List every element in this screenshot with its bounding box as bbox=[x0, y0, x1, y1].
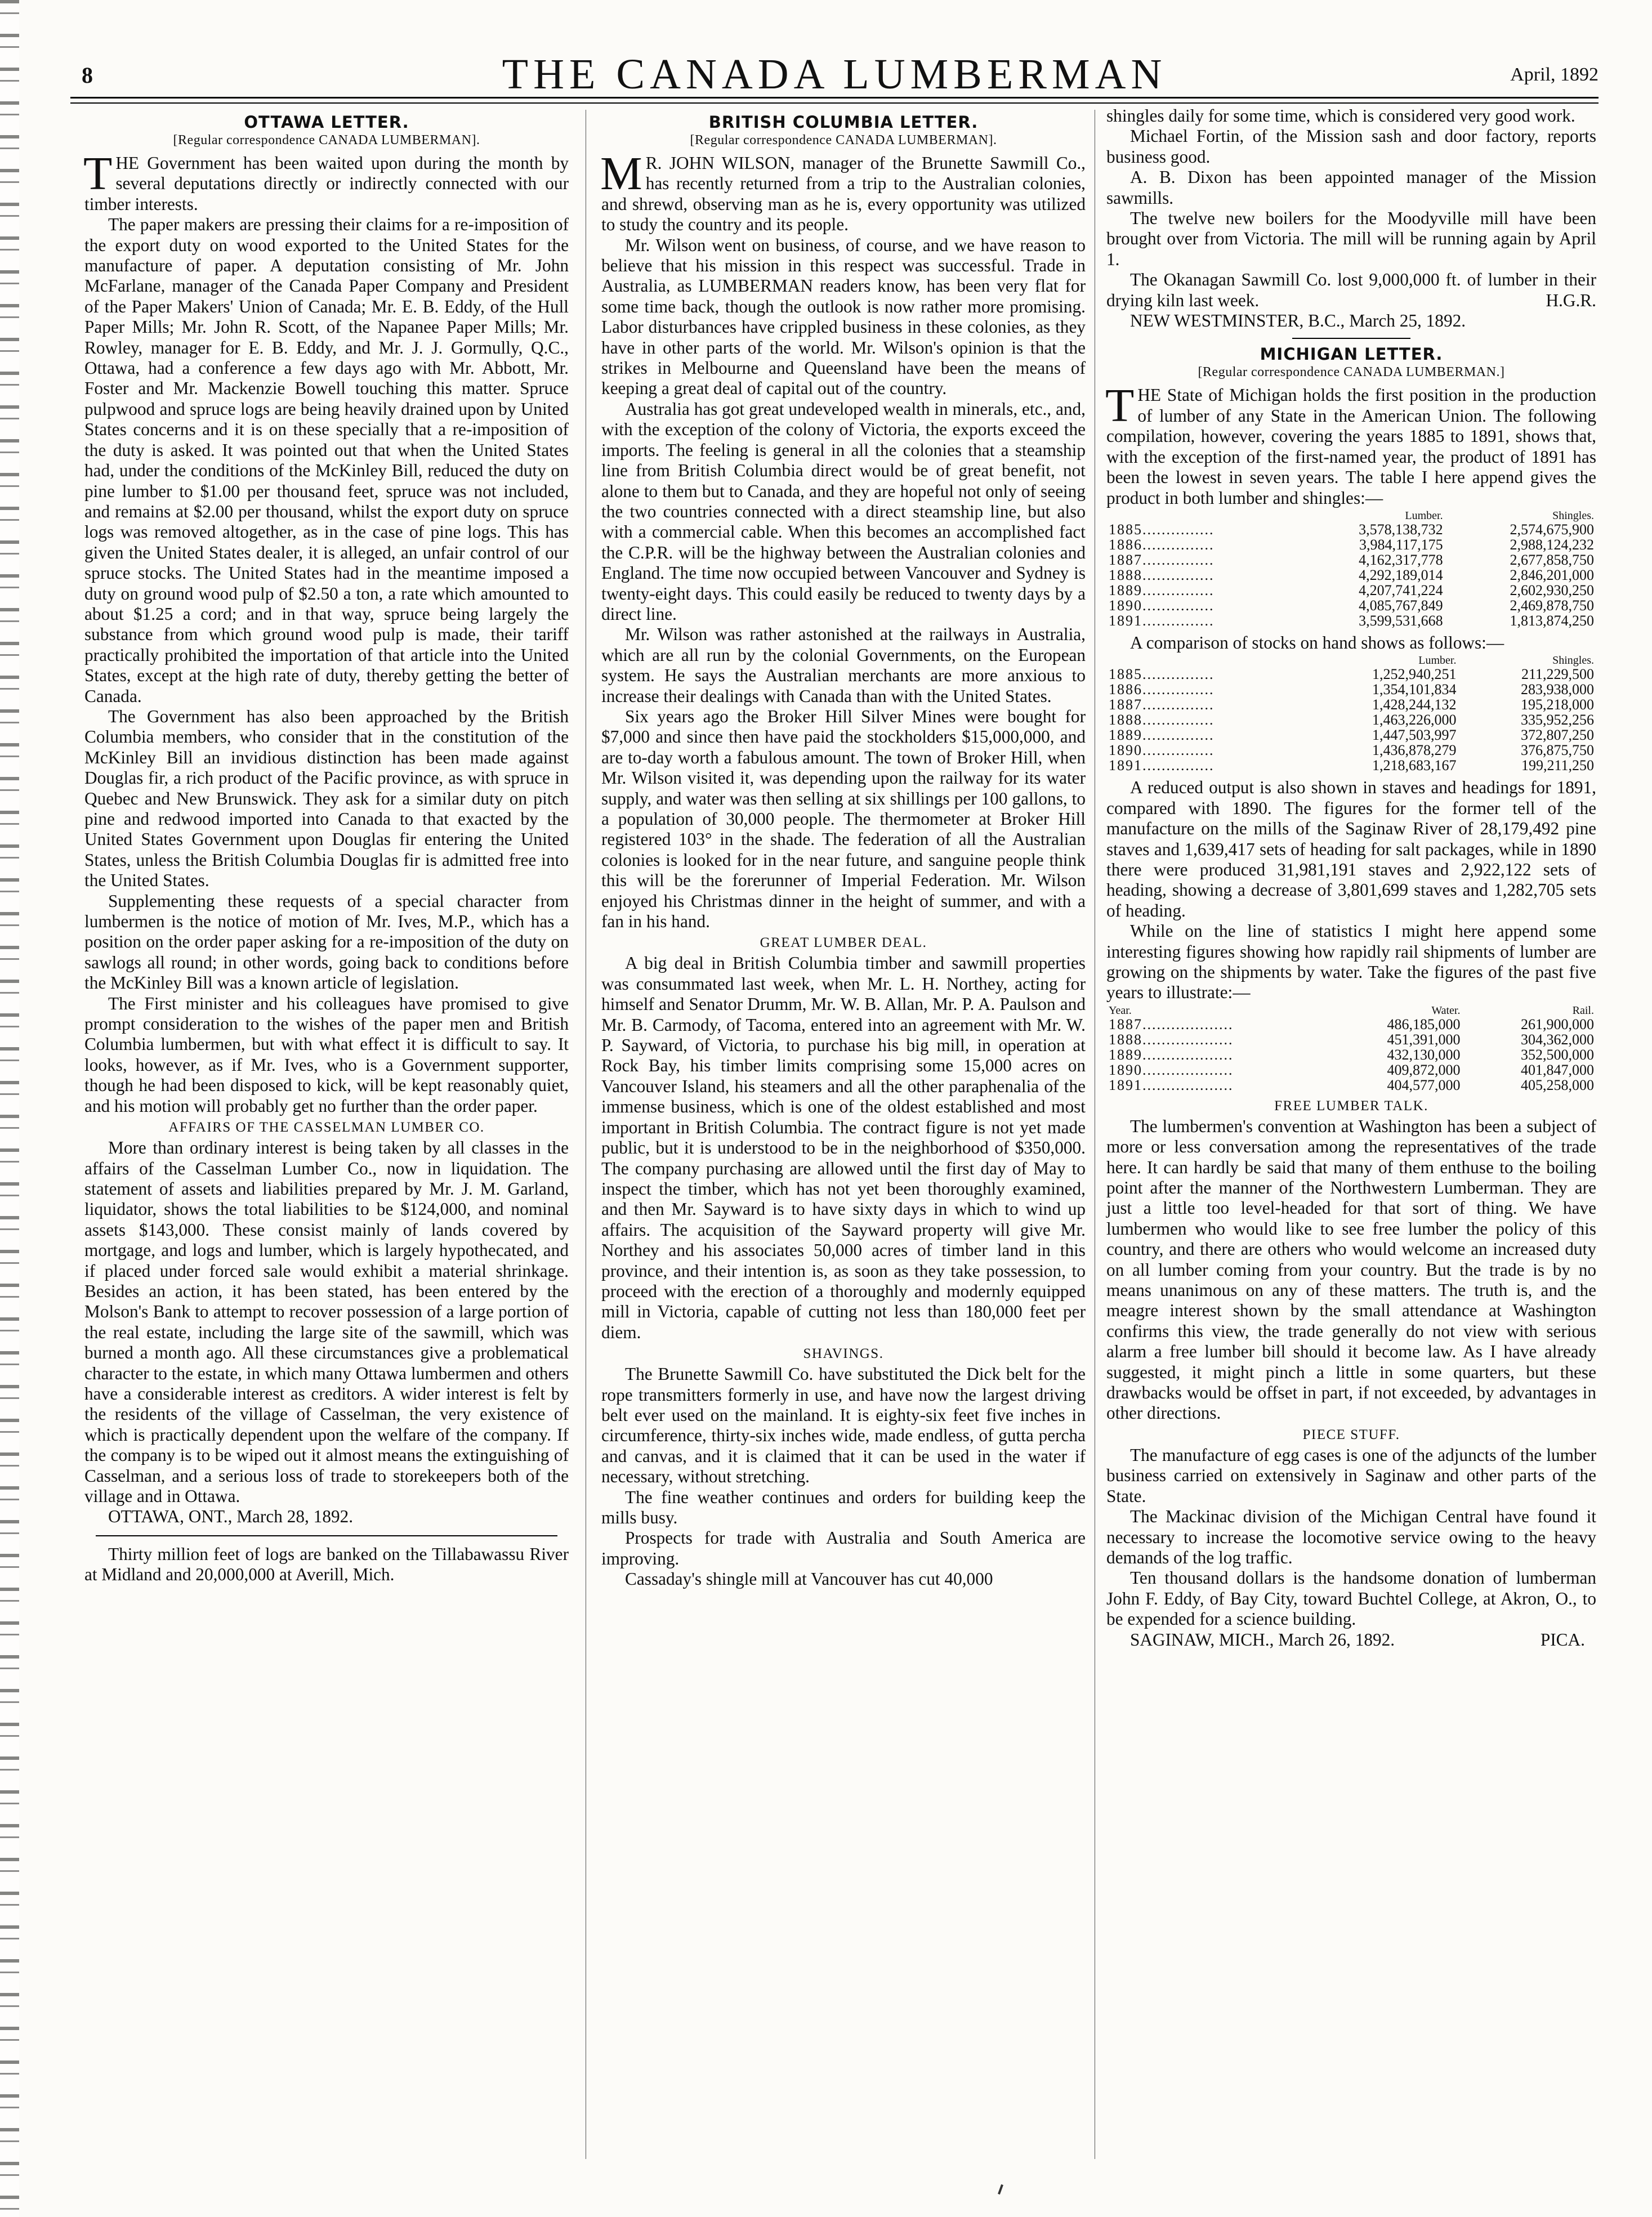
table-cell: 1,463,226,000 bbox=[1372, 712, 1457, 728]
subheading: FREE LUMBER TALK. bbox=[1274, 1098, 1428, 1114]
signature: PICA. bbox=[1540, 1629, 1585, 1650]
header-rule-thin bbox=[70, 102, 1599, 104]
table-cell: 1,252,940,251 bbox=[1372, 666, 1457, 683]
table-row bbox=[1106, 567, 1596, 583]
drop-cap: T bbox=[83, 147, 113, 200]
table-row bbox=[1106, 613, 1596, 628]
article-paragraph: A. B. Dixon has been appointed manager of the Mission sawmills. bbox=[1106, 167, 1596, 208]
article-paragraph: THE Government has been waited upon during the month by several deputations directly or indirectly connected with our timber interests. bbox=[83, 147, 569, 214]
table-row bbox=[1106, 682, 1596, 697]
dateline: SAGINAW, MICH., March 26, 1892. PICA. bbox=[1130, 1629, 1585, 1650]
table-header-row bbox=[1106, 654, 1596, 667]
table-cell: 283,938,000 bbox=[1521, 681, 1594, 698]
article-paragraph: A reduced output is also shown in staves and headings for 1891, compared with 1890. The figures for the former tell of the manufacture on the mills of the Saginaw River of 28,179,492 pine staves and 1,639,417 sets of heading for salt packages, while in 1890 there were produced 31,981,191 staves and 2,922,122 sets of heading, showing a decrease of 3,801,699 staves and 1,282,705 sets of heading. bbox=[1106, 777, 1596, 920]
ottawa-letter-heading: OTTAWA LETTER. bbox=[244, 113, 409, 132]
article-paragraph: Ten thousand dollars is the handsome donation of lumberman John F. Eddy, of Bay City, toward Buchtel College, at Akron, O., to be expended for a science building. bbox=[1106, 1568, 1596, 1629]
article-paragraph: A big deal in British Columbia timber and sawmill properties was consummated last week, when Mr. L. H. Northey, acting for himself and Senator Drumm, Mr. W. B. Allan, Mr. P. A. Paulson and Mr. B. Carmody, of Tacoma, entered into an agreement with Mr. W. P. Sayward, of Victoria, to purchase his big mill, in operation at Rock Bay, his timber limits comprising some 15,000 acres on Vancouver Island, his steamers and all the other paraphenalia of the immense business, which is one of the oldest established and most important in British Columbia. The contract figure is not yet made public, but it is understood to be in the neighborhood of $350,000. The company purchasing are allowed until the first day of May to inspect the timber, which has not yet been thoroughly examined, and then Mr. Sayward is to have sixty days in which to wind up affairs. The acquisition of the Sayward property will give Mr. Northey and his associates 50,000 acres of timber land in this province, and their intention is, as soon as they take possession, to proceed with the erection of a thoroughly and modernly equipped mill in Victoria, capable of cutting not less than 180,000 feet per diem. bbox=[601, 953, 1086, 1342]
page-header bbox=[70, 52, 1599, 97]
water-rail-shipments-table bbox=[1106, 1004, 1596, 1093]
article-paragraph: Mr. Wilson was rather astonished at the railways in Australia, which are all run by the colonial Governments, on the European system. He says the Australian merchants are more anxious to increase their dealings with Canada than with the United States. bbox=[601, 624, 1086, 706]
table-row bbox=[1106, 552, 1596, 567]
table-row bbox=[1106, 1062, 1596, 1078]
table-header-cell bbox=[1106, 509, 1294, 522]
article-paragraph: shingles daily for some time, which is considered very good work. bbox=[1106, 106, 1575, 126]
article-paragraph: The lumbermen's convention at Washington has been a subject of more or less conversation among the representatives of the trade here. It can hardly be said that many of them enthuse to the boiling point after the manner of the Northwestern Lumberman. They are just a little too level-headed for that sort of thing. We have lumbermen who would like to see free lumber the policy of this country, and there are others who would welcome an increased duty on all lumber coming from your country. But the trade is by no means unanimous on any of these matters. The truth is, and the meagre interest shown by the small attendance at Washington confirms this view, the trade generally do not view with serious alarm a free lumber bill should it become law. As I have already suggested, it might pinch a little in some quarters, but these drawbacks would be offset in part, if not exceeded, by advantages in other directions. bbox=[1106, 1116, 1596, 1423]
table-cell: 2,602,930,250 bbox=[1510, 582, 1594, 598]
article-paragraph: The Mackinac division of the Michigan Central have found it necessary to increase the locomotive service owing to the heavy demands of the log traffic. bbox=[1106, 1507, 1596, 1567]
table-row bbox=[1106, 1078, 1596, 1093]
table-cell: 3,578,138,732 bbox=[1359, 521, 1443, 538]
table-cell: 1887............... bbox=[1109, 696, 1215, 713]
table-row bbox=[1106, 743, 1596, 758]
table-cell: 3,984,117,175 bbox=[1359, 536, 1443, 553]
drop-cap: T bbox=[1105, 379, 1135, 432]
article-paragraph: THE State of Michigan holds the first position in the production of lumber of any State in the American Union. The following compilation, however, covering the years 1885 to 1891, shows that, with the exception of the first-named year, the product of 1891 has been the lowest in seven years. The table I here append gives the product in both lumber and shingles:— bbox=[1105, 379, 1596, 508]
table-cell: 1891............... bbox=[1109, 612, 1215, 629]
news-note: Thirty million feet of logs are banked on the Tillabawassu River at Midland and 20,000,000 at Averill, Mich. bbox=[84, 1544, 569, 1585]
table-cell: 1,354,101,834 bbox=[1372, 681, 1457, 698]
correspondence-note: [Regular correspondence CANADA LUMBERMAN.] bbox=[1198, 365, 1505, 380]
table-cell: 2,677,858,750 bbox=[1510, 551, 1594, 568]
column-2 bbox=[601, 107, 1086, 1590]
table-cell: 1886............... bbox=[1109, 681, 1215, 698]
table-cell: 404,577,000 bbox=[1387, 1076, 1461, 1093]
table-cell: 2,469,878,750 bbox=[1510, 597, 1594, 614]
article-paragraph: A comparison of stocks on hand shows as follows:— bbox=[1130, 632, 1504, 652]
table-cell: 372,807,250 bbox=[1521, 727, 1594, 744]
article-paragraph: Supplementing these requests of a special character from lumbermen is the notice of motion of Mr. Ives, M.P., which has a position on the order paper asking for a re-imposition of the duty on sawlogs all round; in other words, going back to conditions before the McKinley Bill was a known article of legislation. bbox=[84, 891, 569, 993]
table-cell: 2,846,201,000 bbox=[1510, 566, 1594, 583]
stocks-on-hand-table bbox=[1106, 654, 1596, 773]
article-paragraph: Six years ago the Broker Hill Silver Mines were bought for $7,000 and since then have paid the stockholders $15,000,000, and are to-day worth a fabulous amount. The town of Broker Hill, when Mr. Wilson visited it, was depending upon the railway for its water supply, and water was then selling at six shillings per 100 gallons, to a population of 30,000 people. The thermometer at Broker Hill registered 103° in the shade. The federation of all the Australian colonies is looked for in the near future, and sanguine people think this will be the forerunner of Imperial Federation. Mr. Wilson enjoyed his Christmas dinner in the height of summer, and with a fan in his hand. bbox=[601, 706, 1086, 932]
bc-letter-heading: BRITISH COLUMBIA LETTER. bbox=[708, 113, 979, 132]
table-row bbox=[1106, 712, 1596, 727]
article-paragraph: The Brunette Sawmill Co. have substituted the Dick belt for the rope transmitters formerly in use, and have now the largest driving belt ever used on the mainland. It is eighty-six feet five inches in circumference, thirty-six inches wide, made endless, of gutta percha and canvas, and it is claimed that it can be used in the water if necessary, without stretching. bbox=[601, 1364, 1086, 1487]
table-cell: 1890................... bbox=[1109, 1061, 1234, 1078]
section-rule bbox=[1292, 338, 1410, 339]
column-3 bbox=[1106, 106, 1596, 1650]
table-cell: 1890............... bbox=[1109, 597, 1215, 614]
table-row bbox=[1106, 667, 1596, 682]
table-header-cell: Rail. bbox=[1572, 1004, 1594, 1017]
table-cell: 1891............... bbox=[1109, 757, 1215, 774]
table-cell: 2,574,675,900 bbox=[1510, 521, 1594, 538]
article-paragraph: The paper makers are pressing their claims for a re-imposition of the export duty on wood exported to the United States for the manufacture of paper. A deputation consisting of Mr. John McFarlane, manager of the Canada Paper Company and President of the Paper Makers' Union of Canada; Mr. E. B. Eddy, of the Hull Paper Mills; Mr. John R. Scott, of the Napanee Paper Mills; Mr. Rowley, manager for E. B. Eddy, and Mr. J. J. Gormully, Q.C., Ottawa, had a conference a few days ago with Mr. Abbott, Mr. Foster and Mr. Mackenzie Bowell touching this matter. Spruce pulpwood and spruce logs are being heavily drained upon by United States concerns and it is on these specially that a re-imposition of the duty is asked. It was pointed out that when the United States had, under the conditions of the McKinley Bill, reduced the duty on pine lumber to $1.00 per thousand feet, spruce was not included, and remains at $2.00 per thousand, whilst the export duty on spruce logs was removed altogether, as in the case of pine logs. This has given the United States dealer, it is alleged, an unfair control of our spruce stocks. The United States had in the meantime imposed a duty on ground wood pulp of $2.50 a ton, a rate which amounted to about $1.25 a cord; and in that way, spruce being largely the substance from which ground wood pulp is made, their tariff practically prohibited the importation of that article into the United States, except at the high rate of duty, thereby getting the better of Canada. bbox=[84, 214, 569, 706]
issue-date: April, 1892 bbox=[1510, 64, 1599, 85]
table-cell: 405,258,000 bbox=[1521, 1076, 1594, 1093]
table-cell: 401,847,000 bbox=[1521, 1061, 1594, 1078]
table-cell: 1885............... bbox=[1109, 666, 1215, 683]
table-row bbox=[1106, 1017, 1596, 1032]
table-row bbox=[1106, 537, 1596, 552]
header-rule bbox=[70, 97, 1599, 99]
article-paragraph: The First minister and his colleagues have promised to give prompt consideration to the wishes of the paper men and British Columbia lumbermen, but with what effect it is difficult to say. It looks, however, as if Mr. Ives, who is a Government supporter, though he had been disposed to kick, will be kept reasonably quiet, and his motion will probably get no further than the order paper. bbox=[84, 993, 569, 1116]
article-paragraph: While on the line of statistics I might here append some interesting figures showing how rapidly rail shipments of lumber are growing on the shipments by water. Take the figures of the past five years to illustrate:— bbox=[1106, 921, 1596, 1003]
article-paragraph: Cassaday's shingle mill at Vancouver has cut 40,000 bbox=[625, 1569, 993, 1589]
table-header-cell: Shingles. bbox=[1552, 654, 1594, 667]
table-cell: 1888................... bbox=[1109, 1031, 1234, 1048]
table-cell: 199,211,250 bbox=[1521, 757, 1594, 774]
table-cell: 4,162,317,778 bbox=[1359, 551, 1443, 568]
section-rule bbox=[96, 1535, 557, 1536]
article-paragraph: Prospects for trade with Australia and South America are improving. bbox=[601, 1528, 1086, 1568]
article-paragraph: Mr. Wilson went on business, of course, and we have reason to believe that his mission in this respect was successful. Trade in Australia, as LUMBERMAN readers know, has been very flat for some time back, though the outlook is now rather more promising. Labor disturbances have crippled business in these colonies, as they have in other parts of the world. Mr. Wilson's opinion is that the strikes in Melbourne and Queensland have been the means of keeping a great deal of capital out of the country. bbox=[601, 235, 1086, 399]
drop-cap: M bbox=[600, 147, 642, 200]
table-cell: 1888............... bbox=[1109, 566, 1215, 583]
table-cell: 1889................... bbox=[1109, 1046, 1234, 1063]
table-cell: 335,952,256 bbox=[1521, 712, 1594, 728]
table-cell: 4,292,189,014 bbox=[1359, 566, 1443, 583]
page-number: 8 bbox=[82, 62, 93, 88]
table-row bbox=[1106, 598, 1596, 613]
table-row bbox=[1106, 697, 1596, 712]
table-cell: 1,436,878,279 bbox=[1372, 742, 1457, 759]
table-cell: 4,207,741,224 bbox=[1359, 582, 1443, 598]
table-cell: 1885............... bbox=[1109, 521, 1215, 538]
table-header-cell: Lumber. bbox=[1405, 509, 1443, 522]
masthead-title: THE CANADA LUMBERMAN bbox=[502, 51, 1167, 98]
dateline: NEW WESTMINSTER, B.C., March 25, 1892. bbox=[1130, 311, 1466, 331]
table-cell: 1891................... bbox=[1109, 1076, 1234, 1093]
table-cell: 1887................... bbox=[1109, 1016, 1234, 1032]
article-paragraph: Michael Fortin, of the Mission sash and door factory, reports business good. bbox=[1106, 126, 1596, 167]
table-cell: 352,500,000 bbox=[1521, 1046, 1594, 1063]
table-cell: 376,875,750 bbox=[1521, 742, 1594, 759]
table-header-cell: Shingles. bbox=[1552, 509, 1594, 522]
table-cell: 4,085,767,849 bbox=[1359, 597, 1443, 614]
table-row bbox=[1106, 522, 1596, 537]
table-cell: 1889............... bbox=[1109, 727, 1215, 744]
table-cell: 1886............... bbox=[1109, 536, 1215, 553]
table-row bbox=[1106, 727, 1596, 743]
table-cell: 1887............... bbox=[1109, 551, 1215, 568]
correspondence-note: [Regular correspondence CANADA LUMBERMAN]. bbox=[173, 133, 480, 147]
article-paragraph: Australia has got great undeveloped wealth in minerals, etc., and, with the exception of the colony of Victoria, the exports exceed the imports. The feeling is general in all the colonies that a steamship line from British Columbia direct would be of great benefit, not alone to them but to Canada, and they are hopeful not only of seeing the two countries connected with a direct steamship line, but also with a commercial cable. When this becomes an accomplished fact the C.P.R. will be the highway between the Australian colonies and England. The time now occupied between Vancouver and Sydney is twenty-eight days. This could easily be reduced to twenty days by a direct line. bbox=[601, 399, 1086, 624]
table-header-row bbox=[1106, 1004, 1596, 1017]
lumber-shingles-product-table bbox=[1106, 509, 1596, 628]
article-paragraph: The Okanagan Sawmill Co. lost 9,000,000 ft. of lumber in their drying kiln last week. H.G.R. bbox=[1106, 270, 1596, 310]
table-cell: 304,362,000 bbox=[1521, 1031, 1594, 1048]
table-cell: 1889............... bbox=[1109, 582, 1215, 598]
table-cell: 432,130,000 bbox=[1387, 1046, 1461, 1063]
table-header-cell: Year. bbox=[1109, 1004, 1132, 1017]
article-paragraph: More than ordinary interest is being taken by all classes in the affairs of the Casselman Lumber Co., now in liquidation. The statement of assets and liabilities prepared by Mr. J. M. Garland, liquidator, shows the total liabilities to be $124,000, and nominal assets $143,000. These consist mainly of lands covered by mortgage, and logs and lumber, which is largely hypothecated, and if placed under forced sale would exhibit a material shrinkage. Besides an action, it has been stated, has been entered by the Molson's Bank to attempt to recover possession of a large portion of the real estate, including the large site of the sawmill, which was burned a month ago. All these circumstances give a problematical character to the estate, in which many Ottawa lumbermen and others have a considerable interest as creditors. A wider interest is felt by the residents of the village of Casselman, the very existence of which is practically dependent upon the welfare of the company. If the company is to be wiped out it almost means the extinguishing of Casselman, and a serious loss of trade to storekeepers both of the village and in Ottawa. bbox=[84, 1138, 569, 1506]
subheading: PIECE STUFF. bbox=[1302, 1427, 1400, 1442]
signature: H.G.R. bbox=[1546, 290, 1596, 310]
article-paragraph: M R. JOHN WILSON, manager of the Brunette Sawmill Co., has recently returned from a trip to the Australian colonies, and shrewd, observing man as he is, every opportunity was utilized to study the country and its people. bbox=[600, 147, 1086, 235]
subheading: SHAVINGS. bbox=[803, 1346, 884, 1362]
correspondence-note: [Regular correspondence CANADA LUMBERMAN]. bbox=[690, 133, 997, 147]
table-cell: 1888............... bbox=[1109, 712, 1215, 728]
table-row bbox=[1106, 1047, 1596, 1062]
print-mark bbox=[998, 2184, 1003, 2194]
table-cell: 451,391,000 bbox=[1387, 1031, 1461, 1048]
article-paragraph: The twelve new boilers for the Moodyville mill have been brought over from Victoria. The mill will be running again by April 1. bbox=[1106, 208, 1596, 269]
article-paragraph: The manufacture of egg cases is one of the adjuncts of the lumber business carried on extensively in Saginaw and other parts of the State. bbox=[1106, 1445, 1596, 1506]
table-cell: 1,813,874,250 bbox=[1510, 612, 1594, 629]
table-cell: 1890............... bbox=[1109, 742, 1215, 759]
table-cell: 2,988,124,232 bbox=[1510, 536, 1594, 553]
table-cell: 195,218,000 bbox=[1521, 696, 1594, 713]
article-paragraph: The Government has also been approached by the British Columbia members, who consider that in the constitution of the McKinley Bill an invidious distinction has been made against Douglas fir, a rich product of the Pacific province, as with spruce in Quebec and New Brunswick. They ask for a similar duty on pitch pine and redwood imported into Canada to that exacted by the United States Government upon Douglas fir entering the United States, unless the British Columbia Douglas fir is admitted free into the United States. bbox=[84, 706, 569, 891]
table-header-row bbox=[1106, 509, 1596, 522]
table-cell: 1,447,503,997 bbox=[1372, 727, 1457, 744]
dateline: OTTAWA, ONT., March 28, 1892. bbox=[108, 1507, 354, 1527]
table-header-cell: Water. bbox=[1431, 1004, 1461, 1017]
table-cell: 409,872,000 bbox=[1387, 1061, 1461, 1078]
scanned-binding-edge bbox=[0, 0, 19, 2217]
table-cell: 211,229,500 bbox=[1521, 666, 1594, 683]
table-row bbox=[1106, 1032, 1596, 1047]
article-paragraph: The fine weather continues and orders for building keep the mills busy. bbox=[601, 1487, 1086, 1527]
table-cell: 261,900,000 bbox=[1521, 1016, 1594, 1032]
table-row bbox=[1106, 583, 1596, 598]
subheading: GREAT LUMBER DEAL. bbox=[760, 935, 927, 951]
table-cell: 1,428,244,132 bbox=[1372, 696, 1457, 713]
subheading: AFFAIRS OF THE CASSELMAN LUMBER CO. bbox=[168, 1120, 485, 1136]
column-1 bbox=[84, 107, 569, 1585]
table-header-cell bbox=[1106, 654, 1301, 667]
table-row bbox=[1106, 758, 1596, 773]
table-cell: 486,185,000 bbox=[1387, 1016, 1461, 1032]
table-cell: 1,218,683,167 bbox=[1372, 757, 1457, 774]
table-header-cell: Lumber. bbox=[1418, 654, 1457, 667]
michigan-letter-heading: MICHIGAN LETTER. bbox=[1260, 345, 1443, 364]
table-cell: 3,599,531,668 bbox=[1359, 612, 1443, 629]
